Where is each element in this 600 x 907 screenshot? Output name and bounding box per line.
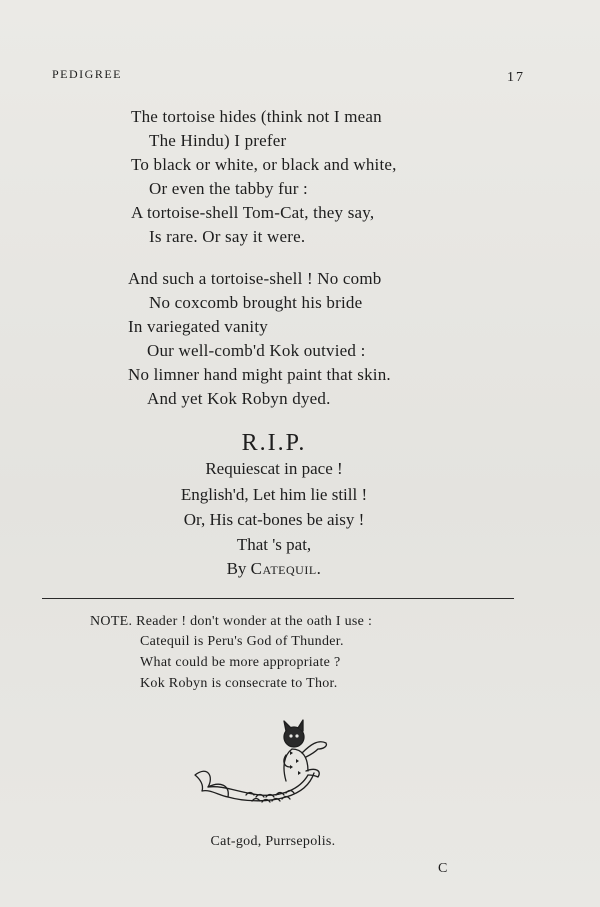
stanza2-line-5: No limner hand might paint that skin.	[128, 365, 391, 384]
note-line-1: NOTE. Reader ! don't wonder at the oath I use :	[90, 614, 373, 629]
note-line-4: Kok Robyn is consecrate to Thor.	[140, 676, 338, 691]
stanza2-line-4: Our well-comb'd Kok outvied :	[147, 341, 366, 360]
stanza2-line-2: No coxcomb brought his bride	[149, 293, 363, 312]
epitaph-line-4: That 's pat,	[236, 535, 312, 554]
note-line-3: What could be more appropriate ?	[140, 655, 341, 670]
section-rule	[42, 598, 514, 599]
stanza2-line-6: And yet Kok Robyn dyed.	[147, 389, 331, 408]
stanza1-line-3: To black or white, or black and white,	[131, 155, 397, 174]
stanza1-line-5: A tortoise-shell Tom-Cat, they say,	[131, 203, 375, 222]
stanza1-line-6: Is rare. Or say it were.	[149, 227, 306, 246]
vignette-caption: Cat-god, Purrsepolis.	[210, 834, 336, 849]
epitaph-line-2: English'd, Let him lie still !	[180, 485, 368, 504]
page-number: 17	[507, 70, 525, 85]
epitaph-byline	[0, 559, 548, 579]
running-title: PEDIGREE	[52, 67, 122, 81]
stanza1-line-2: The Hindu) I prefer	[149, 131, 287, 150]
epitaph-line-1: Requiescat in pace !	[205, 459, 343, 478]
byline-prefix: By	[226, 559, 251, 578]
byline-author: Catequil.	[250, 559, 322, 578]
signature-mark: C	[438, 861, 449, 876]
epitaph-heading: R.I.P.	[241, 430, 307, 456]
epitaph-line-3: Or, His cat-bones be aisy !	[183, 510, 365, 529]
stanza2-line-3: In variegated vanity	[128, 317, 268, 336]
cat-god-vignette	[190, 715, 340, 805]
stanza2-line-1: And such a tortoise-shell ! No comb	[128, 269, 382, 288]
note-line-2: Catequil is Peru's God of Thunder.	[140, 634, 344, 649]
stanza1-line-4: Or even the tabby fur :	[149, 179, 308, 198]
stanza1-line-1: The tortoise hides (think not I mean	[131, 107, 382, 126]
